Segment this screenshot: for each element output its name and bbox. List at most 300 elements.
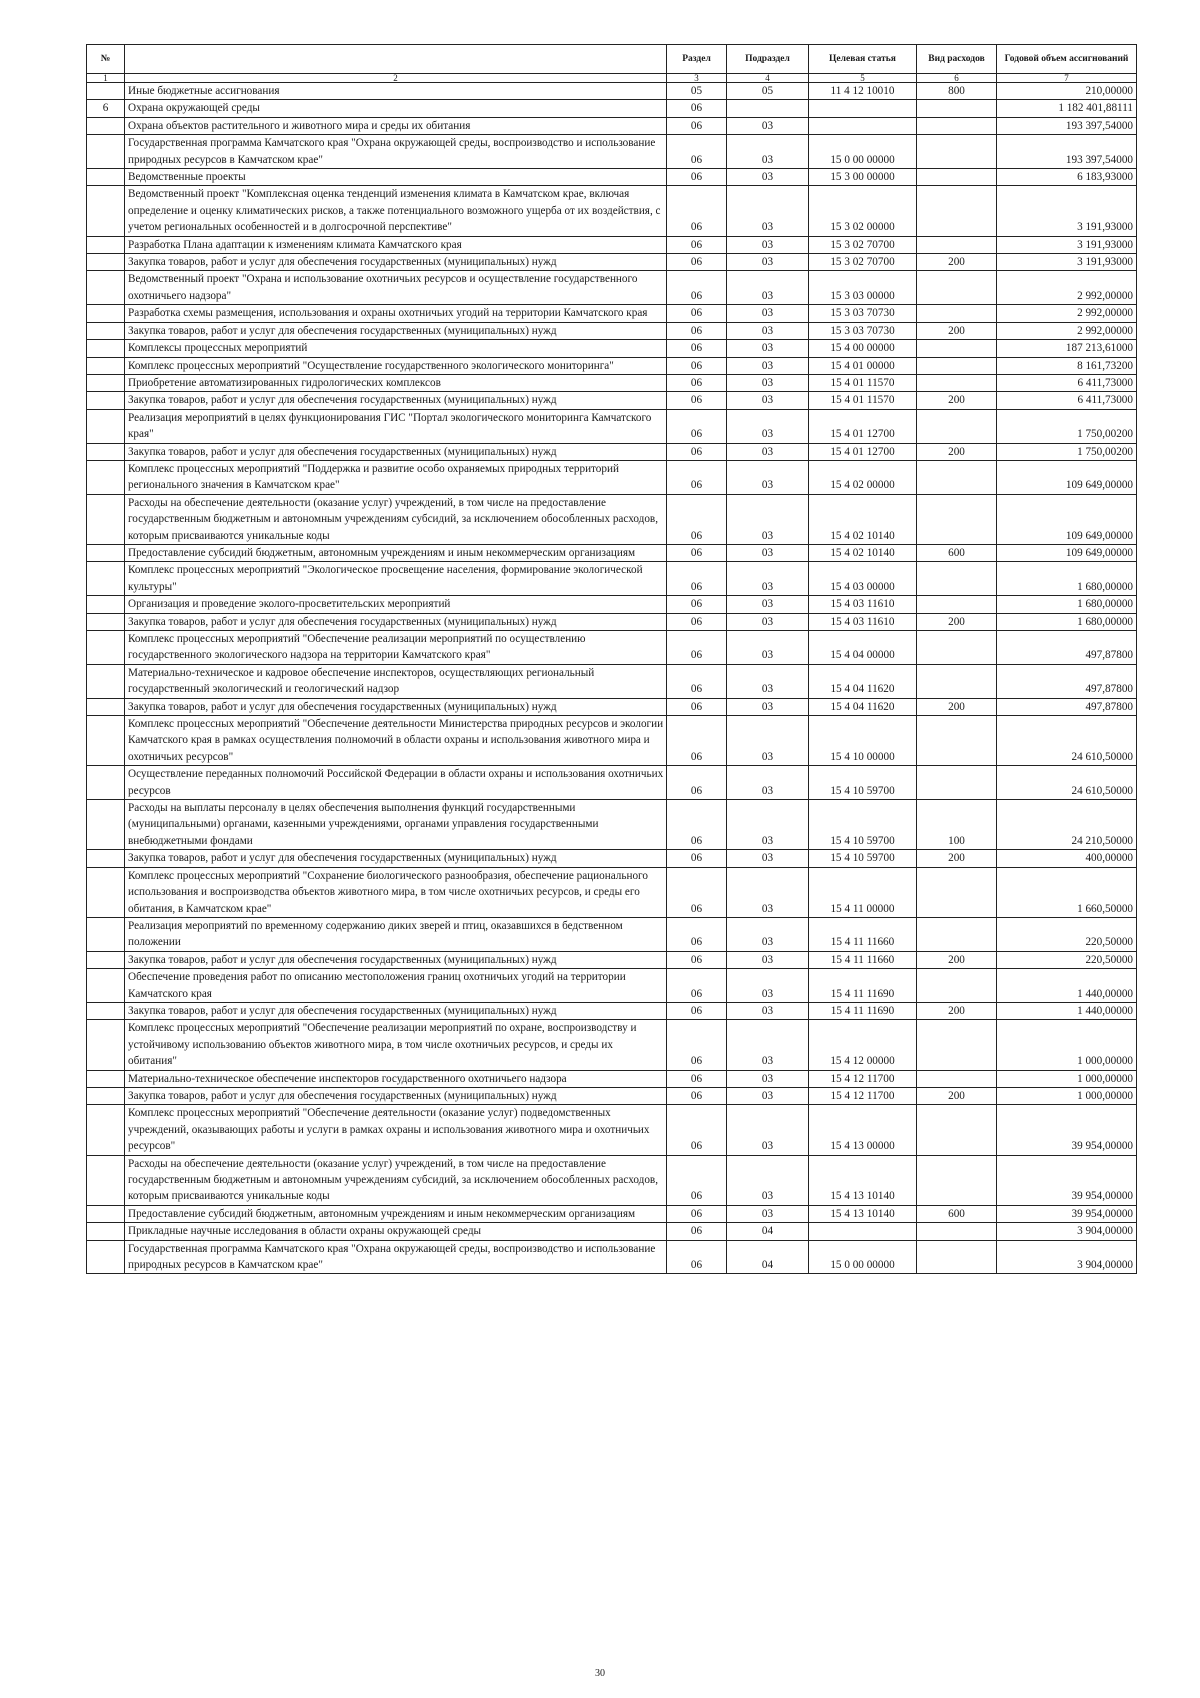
row-podrazdel: 03 bbox=[727, 392, 809, 409]
row-number bbox=[87, 494, 125, 544]
row-name: Закупка товаров, работ и услуг для обеспечения государственных (муниципальных) нужд bbox=[125, 392, 667, 409]
row-podrazdel: 03 bbox=[727, 254, 809, 271]
row-number bbox=[87, 613, 125, 630]
row-vid-rashodov bbox=[917, 169, 997, 186]
row-razdel: 06 bbox=[667, 664, 727, 698]
row-number bbox=[87, 1205, 125, 1222]
row-number bbox=[87, 322, 125, 339]
row-celevaya-statya: 15 3 02 00000 bbox=[809, 186, 917, 236]
row-podrazdel: 03 bbox=[727, 460, 809, 494]
row-name: Комплексы процессных мероприятий bbox=[125, 340, 667, 357]
row-vid-rashodov bbox=[917, 1240, 997, 1274]
table-row bbox=[87, 322, 1137, 339]
row-podrazdel: 03 bbox=[727, 135, 809, 169]
table-row bbox=[87, 969, 1137, 1003]
row-podrazdel: 03 bbox=[727, 357, 809, 374]
row-podrazdel: 03 bbox=[727, 613, 809, 630]
row-celevaya-statya: 15 3 03 70730 bbox=[809, 322, 917, 339]
row-amount: 39 954,00000 bbox=[997, 1105, 1137, 1155]
table-row bbox=[87, 544, 1137, 561]
row-vid-rashodov bbox=[917, 562, 997, 596]
row-vid-rashodov bbox=[917, 766, 997, 800]
table-row bbox=[87, 186, 1137, 236]
table-row bbox=[87, 850, 1137, 867]
header-vid-rashodov: Вид расходов bbox=[917, 45, 997, 74]
row-vid-rashodov: 200 bbox=[917, 613, 997, 630]
row-name: Закупка товаров, работ и услуг для обеспечения государственных (муниципальных) нужд bbox=[125, 698, 667, 715]
row-celevaya-statya: 15 4 00 00000 bbox=[809, 340, 917, 357]
row-name: Закупка товаров, работ и услуг для обеспечения государственных (муниципальных) нужд bbox=[125, 951, 667, 968]
table-row bbox=[87, 236, 1137, 253]
row-number bbox=[87, 340, 125, 357]
row-amount: 497,87800 bbox=[997, 664, 1137, 698]
row-vid-rashodov bbox=[917, 1155, 997, 1205]
row-amount: 1 000,00000 bbox=[997, 1087, 1137, 1104]
row-celevaya-statya: 15 4 11 11660 bbox=[809, 917, 917, 951]
budget-table-page bbox=[86, 44, 1136, 1274]
row-razdel: 06 bbox=[667, 1105, 727, 1155]
row-podrazdel: 03 bbox=[727, 305, 809, 322]
row-vid-rashodov: 600 bbox=[917, 1205, 997, 1222]
row-number bbox=[87, 631, 125, 665]
row-podrazdel: 03 bbox=[727, 1002, 809, 1019]
row-podrazdel: 03 bbox=[727, 117, 809, 134]
row-razdel: 06 bbox=[667, 1070, 727, 1087]
row-razdel: 06 bbox=[667, 1002, 727, 1019]
row-amount: 1 000,00000 bbox=[997, 1070, 1137, 1087]
row-vid-rashodov: 200 bbox=[917, 322, 997, 339]
row-podrazdel: 03 bbox=[727, 409, 809, 443]
column-number-row bbox=[87, 74, 1137, 83]
row-number bbox=[87, 409, 125, 443]
table-row bbox=[87, 83, 1137, 100]
row-razdel: 06 bbox=[667, 1223, 727, 1240]
row-vid-rashodov bbox=[917, 460, 997, 494]
row-razdel: 06 bbox=[667, 322, 727, 339]
row-podrazdel: 03 bbox=[727, 236, 809, 253]
row-celevaya-statya: 15 4 11 00000 bbox=[809, 867, 917, 917]
row-vid-rashodov bbox=[917, 1105, 997, 1155]
row-podrazdel: 03 bbox=[727, 850, 809, 867]
row-celevaya-statya: 15 4 02 10140 bbox=[809, 494, 917, 544]
row-vid-rashodov bbox=[917, 100, 997, 117]
row-razdel: 06 bbox=[667, 867, 727, 917]
row-name: Комплекс процессных мероприятий "Обеспечение деятельности (оказание услуг) подведомственных учреждений, оказывающих работы и услуги в рамках охраны и использования животного мира и охотничьих ресурсов" bbox=[125, 1105, 667, 1155]
table-row bbox=[87, 698, 1137, 715]
row-number bbox=[87, 1155, 125, 1205]
row-amount: 497,87800 bbox=[997, 698, 1137, 715]
row-amount: 109 649,00000 bbox=[997, 544, 1137, 561]
row-vid-rashodov: 200 bbox=[917, 392, 997, 409]
row-name: Государственная программа Камчатского края "Охрана окружающей среды, воспроизводство и использование природных ресурсов в Камчатском крае" bbox=[125, 135, 667, 169]
row-vid-rashodov bbox=[917, 596, 997, 613]
row-name: Комплекс процессных мероприятий "Обеспечение реализации мероприятий по осуществлению государственного экологического надзора на территории Камчатского края" bbox=[125, 631, 667, 665]
row-vid-rashodov: 200 bbox=[917, 698, 997, 715]
row-celevaya-statya: 15 4 03 11610 bbox=[809, 613, 917, 630]
row-amount: 3 904,00000 bbox=[997, 1223, 1137, 1240]
table-header-row bbox=[87, 45, 1137, 74]
row-amount: 1 182 401,88111 bbox=[997, 100, 1137, 117]
row-razdel: 06 bbox=[667, 305, 727, 322]
row-name: Ведомственные проекты bbox=[125, 169, 667, 186]
table-row bbox=[87, 271, 1137, 305]
table-row bbox=[87, 460, 1137, 494]
row-name: Разработка Плана адаптации к изменениям климата Камчатского края bbox=[125, 236, 667, 253]
table-row bbox=[87, 664, 1137, 698]
row-name: Предоставление субсидий бюджетным, автономным учреждениям и иным некоммерческим организациям bbox=[125, 1205, 667, 1222]
row-amount: 39 954,00000 bbox=[997, 1155, 1137, 1205]
row-number bbox=[87, 392, 125, 409]
row-razdel: 06 bbox=[667, 494, 727, 544]
row-razdel: 06 bbox=[667, 544, 727, 561]
row-podrazdel: 03 bbox=[727, 1020, 809, 1070]
row-celevaya-statya: 15 4 04 11620 bbox=[809, 664, 917, 698]
row-amount: 210,00000 bbox=[997, 83, 1137, 100]
row-podrazdel: 03 bbox=[727, 1105, 809, 1155]
header-name bbox=[125, 45, 667, 74]
table-row bbox=[87, 374, 1137, 391]
row-name: Комплекс процессных мероприятий "Поддержка и развитие особо охраняемых природных территорий регионального значения в Камчатском крае" bbox=[125, 460, 667, 494]
row-celevaya-statya bbox=[809, 117, 917, 134]
row-vid-rashodov: 100 bbox=[917, 800, 997, 850]
row-name: Закупка товаров, работ и услуг для обеспечения государственных (муниципальных) нужд bbox=[125, 254, 667, 271]
row-razdel: 06 bbox=[667, 409, 727, 443]
row-name: Комплекс процессных мероприятий "Осуществление государственного экологического мониторинга" bbox=[125, 357, 667, 374]
row-podrazdel: 03 bbox=[727, 186, 809, 236]
row-celevaya-statya: 15 3 03 70730 bbox=[809, 305, 917, 322]
row-celevaya-statya: 15 4 11 11690 bbox=[809, 969, 917, 1003]
row-razdel: 06 bbox=[667, 1155, 727, 1205]
row-number bbox=[87, 1223, 125, 1240]
table-row bbox=[87, 1020, 1137, 1070]
row-razdel: 06 bbox=[667, 596, 727, 613]
row-vid-rashodov bbox=[917, 374, 997, 391]
row-number bbox=[87, 186, 125, 236]
row-name: Охрана окружающей среды bbox=[125, 100, 667, 117]
table-row bbox=[87, 254, 1137, 271]
row-razdel: 06 bbox=[667, 392, 727, 409]
row-razdel: 06 bbox=[667, 135, 727, 169]
row-celevaya-statya: 15 4 01 12700 bbox=[809, 443, 917, 460]
table-row bbox=[87, 392, 1137, 409]
row-name: Комплекс процессных мероприятий "Экологическое просвещение населения, формирование экологической культуры" bbox=[125, 562, 667, 596]
page-number: 30 bbox=[595, 1668, 605, 1679]
row-podrazdel bbox=[727, 100, 809, 117]
row-name: Закупка товаров, работ и услуг для обеспечения государственных (муниципальных) нужд bbox=[125, 443, 667, 460]
row-name: Закупка товаров, работ и услуг для обеспечения государственных (муниципальных) нужд bbox=[125, 322, 667, 339]
row-celevaya-statya: 11 4 12 10010 bbox=[809, 83, 917, 100]
row-name: Комплекс процессных мероприятий "Обеспечение реализации мероприятий по охране, воспроизводству и устойчивому использованию объектов животного мира, в том числе охотничьих ресурсов, и среды их обитания" bbox=[125, 1020, 667, 1070]
row-podrazdel: 03 bbox=[727, 169, 809, 186]
row-amount: 1 750,00200 bbox=[997, 409, 1137, 443]
row-vid-rashodov bbox=[917, 631, 997, 665]
row-name: Закупка товаров, работ и услуг для обеспечения государственных (муниципальных) нужд bbox=[125, 613, 667, 630]
row-amount: 3 191,93000 bbox=[997, 236, 1137, 253]
row-podrazdel: 03 bbox=[727, 322, 809, 339]
row-vid-rashodov bbox=[917, 1070, 997, 1087]
row-podrazdel: 03 bbox=[727, 951, 809, 968]
row-razdel: 05 bbox=[667, 83, 727, 100]
row-podrazdel: 03 bbox=[727, 340, 809, 357]
row-vid-rashodov bbox=[917, 409, 997, 443]
row-amount: 193 397,54000 bbox=[997, 135, 1137, 169]
row-amount: 193 397,54000 bbox=[997, 117, 1137, 134]
table-row bbox=[87, 100, 1137, 117]
row-vid-rashodov bbox=[917, 494, 997, 544]
row-vid-rashodov bbox=[917, 236, 997, 253]
row-razdel: 06 bbox=[667, 254, 727, 271]
row-number bbox=[87, 135, 125, 169]
table-row bbox=[87, 766, 1137, 800]
row-number bbox=[87, 917, 125, 951]
row-number bbox=[87, 374, 125, 391]
row-amount: 2 992,00000 bbox=[997, 322, 1137, 339]
row-podrazdel: 03 bbox=[727, 716, 809, 766]
row-vid-rashodov bbox=[917, 1020, 997, 1070]
row-razdel: 06 bbox=[667, 850, 727, 867]
row-celevaya-statya: 15 4 04 00000 bbox=[809, 631, 917, 665]
row-name: Расходы на обеспечение деятельности (оказание услуг) учреждений, в том числе на предоставление государственным бюджетным и автономным учреждениям субсидий, за исключением обособленных расходов, которым присваиваются уникальные коды bbox=[125, 1155, 667, 1205]
row-number: 6 bbox=[87, 100, 125, 117]
row-amount: 24 610,50000 bbox=[997, 766, 1137, 800]
row-razdel: 06 bbox=[667, 562, 727, 596]
row-name: Расходы на обеспечение деятельности (оказание услуг) учреждений, в том числе на предоставление государственным бюджетным и автономным учреждениям субсидий, за исключением обособленных расходов, которым присваиваются уникальные коды bbox=[125, 494, 667, 544]
column-number: 1 bbox=[87, 74, 125, 83]
table-row bbox=[87, 169, 1137, 186]
row-number bbox=[87, 1240, 125, 1274]
row-celevaya-statya: 15 4 10 59700 bbox=[809, 800, 917, 850]
row-amount: 6 411,73000 bbox=[997, 392, 1137, 409]
row-name: Реализация мероприятий по временному содержанию диких зверей и птиц, оказавшихся в бедственном положении bbox=[125, 917, 667, 951]
row-razdel: 06 bbox=[667, 969, 727, 1003]
row-name: Разработка схемы размещения, использования и охраны охотничьих угодий на территории Камчатского края bbox=[125, 305, 667, 322]
row-celevaya-statya: 15 3 02 70700 bbox=[809, 254, 917, 271]
row-amount: 1 680,00000 bbox=[997, 596, 1137, 613]
row-number bbox=[87, 169, 125, 186]
row-razdel: 06 bbox=[667, 698, 727, 715]
row-vid-rashodov: 200 bbox=[917, 951, 997, 968]
row-razdel: 06 bbox=[667, 271, 727, 305]
header-godovoy-obem: Годовой объем ассигнований bbox=[997, 45, 1137, 74]
row-amount: 8 161,73200 bbox=[997, 357, 1137, 374]
row-amount: 1 750,00200 bbox=[997, 443, 1137, 460]
row-vid-rashodov: 200 bbox=[917, 1087, 997, 1104]
row-razdel: 06 bbox=[667, 443, 727, 460]
row-vid-rashodov: 600 bbox=[917, 544, 997, 561]
row-number bbox=[87, 766, 125, 800]
row-number bbox=[87, 969, 125, 1003]
row-celevaya-statya: 15 4 04 11620 bbox=[809, 698, 917, 715]
row-vid-rashodov: 200 bbox=[917, 254, 997, 271]
row-amount: 1 680,00000 bbox=[997, 613, 1137, 630]
table-row bbox=[87, 117, 1137, 134]
row-number bbox=[87, 1105, 125, 1155]
row-number bbox=[87, 1087, 125, 1104]
row-celevaya-statya: 15 4 01 11570 bbox=[809, 392, 917, 409]
row-celevaya-statya: 15 4 12 00000 bbox=[809, 1020, 917, 1070]
table-row bbox=[87, 357, 1137, 374]
row-razdel: 06 bbox=[667, 169, 727, 186]
row-amount: 6 411,73000 bbox=[997, 374, 1137, 391]
table-row bbox=[87, 1155, 1137, 1205]
row-vid-rashodov bbox=[917, 186, 997, 236]
table-row bbox=[87, 409, 1137, 443]
header-razdel: Раздел bbox=[667, 45, 727, 74]
row-amount: 220,50000 bbox=[997, 917, 1137, 951]
row-number bbox=[87, 305, 125, 322]
row-vid-rashodov: 200 bbox=[917, 850, 997, 867]
row-name: Закупка товаров, работ и услуг для обеспечения государственных (муниципальных) нужд bbox=[125, 1002, 667, 1019]
column-number: 7 bbox=[997, 74, 1137, 83]
header-num: № bbox=[87, 45, 125, 74]
row-celevaya-statya bbox=[809, 100, 917, 117]
row-name: Иные бюджетные ассигнования bbox=[125, 83, 667, 100]
row-amount: 1 680,00000 bbox=[997, 562, 1137, 596]
table-row bbox=[87, 1070, 1137, 1087]
row-name: Материально-техническое и кадровое обеспечение инспекторов, осуществляющих региональный государственный экологический и геологический надзор bbox=[125, 664, 667, 698]
row-razdel: 06 bbox=[667, 236, 727, 253]
row-celevaya-statya: 15 4 02 10140 bbox=[809, 544, 917, 561]
row-razdel: 06 bbox=[667, 1240, 727, 1274]
column-number: 3 bbox=[667, 74, 727, 83]
table-row bbox=[87, 305, 1137, 322]
row-celevaya-statya: 15 4 13 00000 bbox=[809, 1105, 917, 1155]
row-number bbox=[87, 443, 125, 460]
row-name: Осуществление переданных полномочий Российской Федерации в области охраны и использования охотничьих ресурсов bbox=[125, 766, 667, 800]
row-celevaya-statya: 15 4 01 12700 bbox=[809, 409, 917, 443]
row-vid-rashodov bbox=[917, 1223, 997, 1240]
row-amount: 24 610,50000 bbox=[997, 716, 1137, 766]
row-celevaya-statya: 15 4 11 11660 bbox=[809, 951, 917, 968]
row-razdel: 06 bbox=[667, 100, 727, 117]
row-vid-rashodov: 200 bbox=[917, 443, 997, 460]
row-amount: 6 183,93000 bbox=[997, 169, 1137, 186]
row-podrazdel: 03 bbox=[727, 494, 809, 544]
row-vid-rashodov bbox=[917, 917, 997, 951]
row-number bbox=[87, 1070, 125, 1087]
table-row bbox=[87, 443, 1137, 460]
row-celevaya-statya: 15 4 03 00000 bbox=[809, 562, 917, 596]
row-celevaya-statya: 15 0 00 00000 bbox=[809, 1240, 917, 1274]
row-podrazdel: 03 bbox=[727, 1087, 809, 1104]
row-name: Предоставление субсидий бюджетным, автономным учреждениям и иным некоммерческим организациям bbox=[125, 544, 667, 561]
row-amount: 109 649,00000 bbox=[997, 460, 1137, 494]
table-row bbox=[87, 631, 1137, 665]
row-podrazdel: 03 bbox=[727, 374, 809, 391]
row-celevaya-statya bbox=[809, 1223, 917, 1240]
row-number bbox=[87, 562, 125, 596]
row-name: Расходы на выплаты персоналу в целях обеспечения выполнения функций государственными (муниципальными) органами, казенными учреждениями, органами управления государственными внебюджетными фондами bbox=[125, 800, 667, 850]
row-podrazdel: 03 bbox=[727, 969, 809, 1003]
row-vid-rashodov bbox=[917, 716, 997, 766]
row-vid-rashodov bbox=[917, 969, 997, 1003]
row-celevaya-statya: 15 0 00 00000 bbox=[809, 135, 917, 169]
table-row bbox=[87, 562, 1137, 596]
row-podrazdel: 03 bbox=[727, 698, 809, 715]
row-vid-rashodov bbox=[917, 340, 997, 357]
row-name: Обеспечение проведения работ по описанию местоположения границ охотничьих угодий на территории Камчатского края bbox=[125, 969, 667, 1003]
table-row bbox=[87, 867, 1137, 917]
table-row bbox=[87, 1087, 1137, 1104]
row-amount: 187 213,61000 bbox=[997, 340, 1137, 357]
table-row bbox=[87, 1240, 1137, 1274]
row-celevaya-statya: 15 4 10 00000 bbox=[809, 716, 917, 766]
row-celevaya-statya: 15 4 13 10140 bbox=[809, 1205, 917, 1222]
row-razdel: 06 bbox=[667, 800, 727, 850]
row-podrazdel: 03 bbox=[727, 867, 809, 917]
column-number: 6 bbox=[917, 74, 997, 83]
row-number bbox=[87, 716, 125, 766]
table-row bbox=[87, 917, 1137, 951]
row-podrazdel: 03 bbox=[727, 544, 809, 561]
row-razdel: 06 bbox=[667, 460, 727, 494]
row-number bbox=[87, 357, 125, 374]
row-vid-rashodov bbox=[917, 867, 997, 917]
row-amount: 2 992,00000 bbox=[997, 271, 1137, 305]
row-celevaya-statya: 15 4 03 11610 bbox=[809, 596, 917, 613]
row-razdel: 06 bbox=[667, 951, 727, 968]
row-name: Государственная программа Камчатского края "Охрана окружающей среды, воспроизводство и использование природных ресурсов в Камчатском крае" bbox=[125, 1240, 667, 1274]
row-razdel: 06 bbox=[667, 1087, 727, 1104]
row-name: Закупка товаров, работ и услуг для обеспечения государственных (муниципальных) нужд bbox=[125, 850, 667, 867]
row-vid-rashodov: 800 bbox=[917, 83, 997, 100]
table-row bbox=[87, 1105, 1137, 1155]
row-celevaya-statya: 15 4 01 11570 bbox=[809, 374, 917, 391]
row-name: Охрана объектов растительного и животного мира и среды их обитания bbox=[125, 117, 667, 134]
row-name: Комплекс процессных мероприятий "Сохранение биологического разнообразия, обеспечение рационального использования и воспроизводства объектов животного мира, в том числе охотничьих ресурсов, и среды его обитания, в Камчатском крае" bbox=[125, 867, 667, 917]
table-row bbox=[87, 716, 1137, 766]
row-number bbox=[87, 698, 125, 715]
row-vid-rashodov: 200 bbox=[917, 1002, 997, 1019]
header-celevaya-statya: Целевая статья bbox=[809, 45, 917, 74]
row-amount: 220,50000 bbox=[997, 951, 1137, 968]
column-number: 4 bbox=[727, 74, 809, 83]
row-amount: 400,00000 bbox=[997, 850, 1137, 867]
budget-allocation-table bbox=[86, 44, 1137, 1274]
row-amount: 497,87800 bbox=[997, 631, 1137, 665]
row-vid-rashodov bbox=[917, 305, 997, 322]
row-amount: 3 191,93000 bbox=[997, 254, 1137, 271]
row-amount: 109 649,00000 bbox=[997, 494, 1137, 544]
row-amount: 1 660,50000 bbox=[997, 867, 1137, 917]
row-podrazdel: 03 bbox=[727, 631, 809, 665]
row-vid-rashodov bbox=[917, 117, 997, 134]
table-row bbox=[87, 951, 1137, 968]
row-celevaya-statya: 15 3 03 00000 bbox=[809, 271, 917, 305]
row-podrazdel: 03 bbox=[727, 766, 809, 800]
row-razdel: 06 bbox=[667, 716, 727, 766]
table-row bbox=[87, 1002, 1137, 1019]
row-celevaya-statya: 15 4 02 00000 bbox=[809, 460, 917, 494]
row-podrazdel: 03 bbox=[727, 562, 809, 596]
row-name: Прикладные научные исследования в области охраны окружающей среды bbox=[125, 1223, 667, 1240]
row-number bbox=[87, 951, 125, 968]
row-amount: 39 954,00000 bbox=[997, 1205, 1137, 1222]
row-number bbox=[87, 867, 125, 917]
column-number: 5 bbox=[809, 74, 917, 83]
row-podrazdel: 03 bbox=[727, 443, 809, 460]
row-razdel: 06 bbox=[667, 374, 727, 391]
column-number: 2 bbox=[125, 74, 667, 83]
row-podrazdel: 03 bbox=[727, 271, 809, 305]
row-podrazdel: 03 bbox=[727, 1205, 809, 1222]
row-vid-rashodov bbox=[917, 664, 997, 698]
row-razdel: 06 bbox=[667, 1020, 727, 1070]
table-row bbox=[87, 340, 1137, 357]
row-amount: 1 440,00000 bbox=[997, 969, 1137, 1003]
row-name: Реализация мероприятий в целях функционирования ГИС "Портал экологического мониторинга Камчатского края" bbox=[125, 409, 667, 443]
row-podrazdel: 03 bbox=[727, 596, 809, 613]
